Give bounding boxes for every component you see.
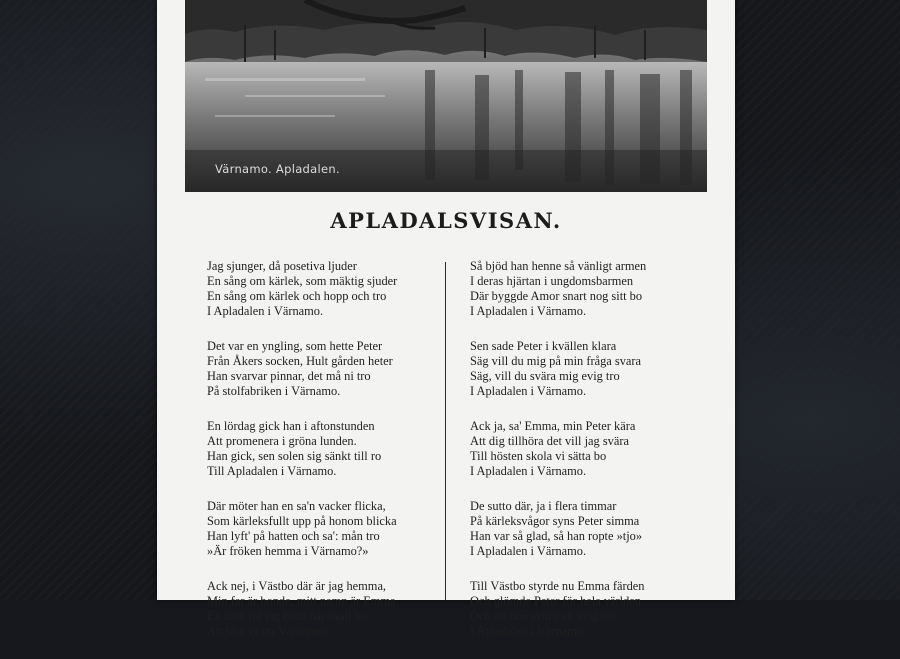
- stanza: [207, 259, 457, 319]
- lake-photograph: [185, 0, 707, 192]
- lyric-line: Ack ja, sa' Emma, min Peter kära: [470, 419, 636, 433]
- stanza: [470, 259, 720, 319]
- song-title: APLADALSVISAN.: [330, 208, 562, 233]
- lyric-line: Att dig tillhöra det vill jag svära: [470, 434, 629, 448]
- lyric-line: Säg vill du mig på min fråga svara: [470, 354, 642, 368]
- stanza: [470, 499, 720, 559]
- stanza: [470, 579, 720, 639]
- lyric-line: Ack nej, i Västbo där är jag hemma,: [207, 579, 387, 593]
- lyric-line: Som kärleksfullt upp på honom blicka: [207, 514, 397, 528]
- lyric-line: Jag sjunger, då posetiva ljuder: [207, 259, 357, 273]
- lyrics-right-column: [470, 259, 720, 659]
- stanza: [207, 339, 457, 399]
- lyrics-left-column: [207, 259, 457, 659]
- lyric-line: Han var så glad, så han ropte »tjo»: [470, 529, 643, 543]
- lyric-line: Och glömde Peter för hela världen: [470, 594, 641, 608]
- lyric-line: Där möter han en sa'n vacker flicka,: [207, 499, 386, 513]
- postcard: [157, 0, 735, 638]
- lyric-line: De sutto där, ja i flera timmar: [470, 499, 617, 513]
- lyric-line: Han lyft' på hatten och sa': mån tro: [207, 529, 380, 543]
- lyric-line: På stolfabriken i Värnamo.: [207, 384, 341, 398]
- lyric-line: I Apladalen i Värnamo.: [470, 384, 587, 398]
- lyric-line: Så bjöd han henne så vänligt armen: [470, 259, 647, 273]
- lyric-line: Till Apladalen i Värnamo.: [207, 464, 337, 478]
- lyric-line: En lördag gick han i aftonstunden: [207, 419, 375, 433]
- lyric-line: På kärleksvågor syns Peter simma: [470, 514, 640, 528]
- lyric-line: Till hösten skola vi sätta bo: [470, 449, 607, 463]
- lyric-line: Och att hon svurit en evig tro: [470, 609, 616, 623]
- lyric-line: I Apladalen i Värnamo.: [470, 624, 587, 638]
- stanza: [207, 579, 457, 639]
- lyric-line: Där byggde Amor snart nog sitt bo: [470, 289, 643, 303]
- stanza: [207, 499, 457, 559]
- lyric-line: En liten tid jag blott här skall bo: [207, 609, 368, 623]
- lyric-line: I Apladalen i Värnamo.: [207, 304, 324, 318]
- lyric-line: Min far är bonde, mitt namn är Emma.: [207, 594, 399, 608]
- column-divider: [445, 262, 446, 600]
- lyric-line: Han svarvar pinnar, det må ni tro: [207, 369, 371, 383]
- lyric-line: Att promenera i gröna lunden.: [207, 434, 357, 448]
- lyric-line: En sång om kärlek, som mäktig sjuder: [207, 274, 398, 288]
- stanza: [470, 339, 720, 399]
- lyric-line: I deras hjärtan i ungdomsbarmen: [470, 274, 634, 288]
- lyric-line: Till Västbo styrde nu Emma färden: [470, 579, 645, 593]
- lyric-line: Att lära sy uti Värnamo.: [207, 624, 327, 638]
- lyric-line: Från Åkers socken, Hult gården heter: [207, 354, 393, 368]
- lyric-line: »Är fröken hemma i Värnamo?»: [207, 544, 369, 558]
- lyric-line: I Apladalen i Värnamo.: [470, 544, 587, 558]
- lyric-line: Sen sade Peter i kvällen klara: [470, 339, 617, 353]
- photo-caption: Värnamo. Apladalen.: [215, 162, 340, 176]
- lyric-line: I Apladalen i Värnamo.: [470, 304, 587, 318]
- lyric-line: En sång om kärlek och hopp och tro: [207, 289, 387, 303]
- lyric-line: Säg, vill du svära mig evig tro: [470, 369, 620, 383]
- stanza: [207, 419, 457, 479]
- stanza: [470, 419, 720, 479]
- lyric-line: I Apladalen i Värnamo.: [470, 464, 587, 478]
- lyric-line: Han gick, sen solen sig sänkt till ro: [207, 449, 382, 463]
- lyric-line: Det var en yngling, som hette Peter: [207, 339, 383, 353]
